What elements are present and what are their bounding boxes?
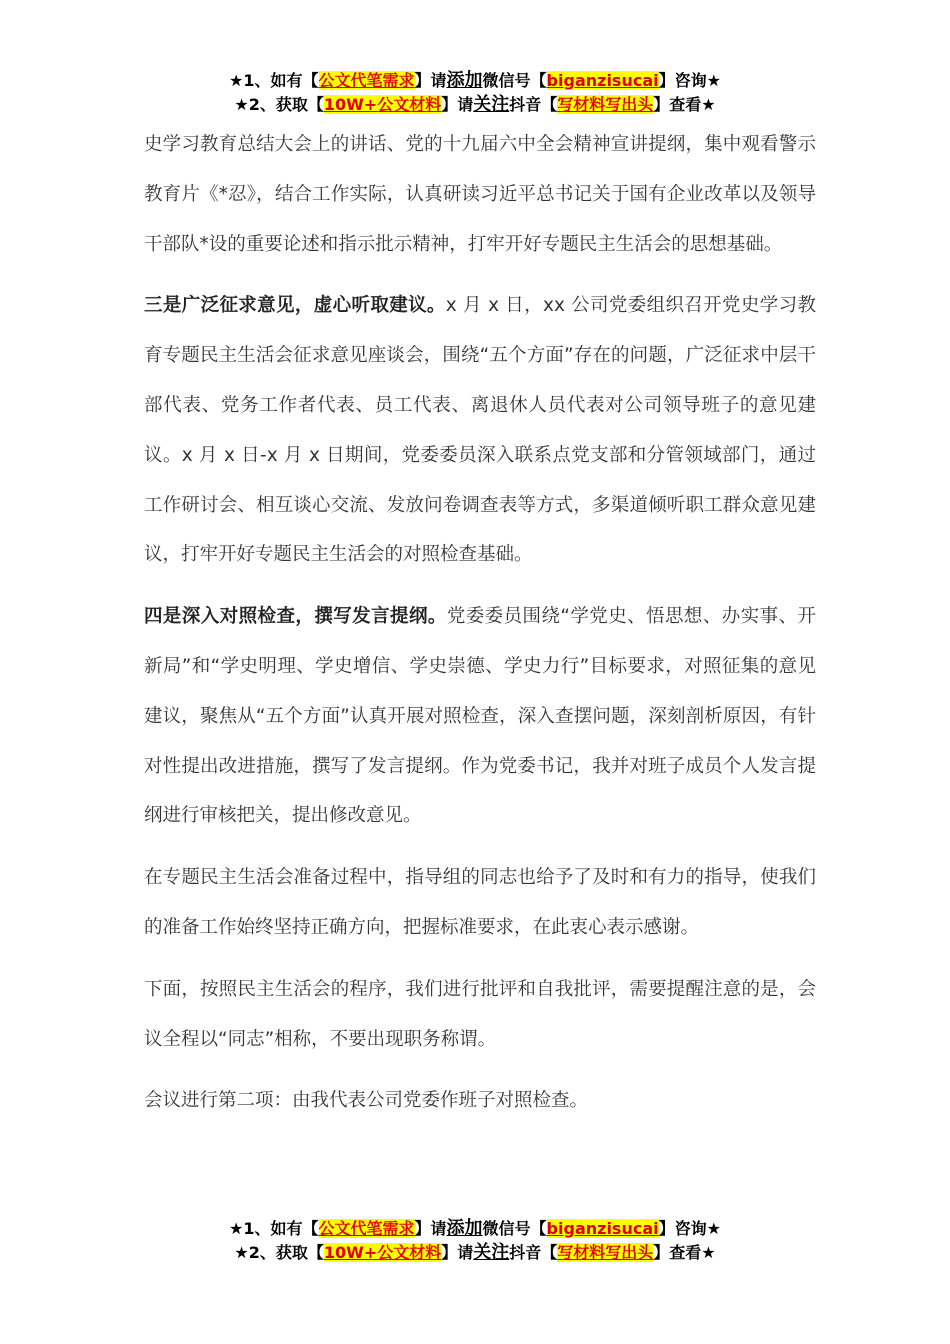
- banner-text: 】咨询★: [658, 1219, 721, 1238]
- paragraph: [144, 1076, 816, 1126]
- banner-text: ★1、如有【: [229, 71, 319, 90]
- paragraph: [144, 853, 816, 953]
- emphasis-text: 关注: [473, 94, 510, 115]
- highlight-text: 公文代笔需求: [318, 1219, 415, 1238]
- banner-text: 微信号【: [482, 71, 547, 90]
- paragraph-lead: 四是深入对照检查，撰写发言提纲。: [144, 606, 447, 628]
- banner-text: 】请: [414, 71, 447, 90]
- banner-text: 】请: [441, 95, 474, 114]
- banner-text: 】咨询★: [658, 71, 721, 90]
- banner-text: 抖音【: [509, 95, 558, 114]
- banner-line-1: [0, 1217, 950, 1241]
- banner-text: 】请: [414, 1219, 447, 1238]
- document-body: [144, 120, 816, 1138]
- paragraph-lead: 三是广泛征求意见，虚心听取建议。: [144, 295, 446, 317]
- paragraph-text: 下面，按照民主生活会的程序，我们进行批评和自我批评，需要提醒注意的是，会议全程以“同志”相称，不要出现职务称谓。: [144, 978, 816, 1050]
- wechat-id: biganzisucai: [546, 71, 659, 90]
- banner-text: 】查看★: [653, 1243, 716, 1262]
- banner-text: 】查看★: [653, 95, 716, 114]
- paragraph: [144, 281, 816, 580]
- emphasis-text: 关注: [473, 1242, 510, 1263]
- highlight-text: 公文代笔需求: [318, 71, 415, 90]
- banner-line-1: [0, 69, 950, 93]
- paragraph-text: 在专题民主生活会准备过程中，指导组的同志也给予了及时和有力的指导，使我们的准备工作始终坚持正确方向，把握标准要求，在此衷心表示感谢。: [144, 867, 816, 938]
- paragraph-text: x 月 x 日，xx 公司党委组织召开党史学习教育专题民主生活会征求意见座谈会，围绕“五个方面”存在的问题，广泛征求中层干部代表、党务工作者代表、员工代表、离退休人员代表对公司领导班子的意见建议。x 月 x 日-x 月 x 日期间，党委委员深入联系点党支部和分管领域部门，通过工作研讨会、相互谈心交流、发放问卷调查表等方式，多渠道倾听职工群众意见建议，打牢开好专题民主生活会的对照检查基础。: [144, 295, 816, 566]
- emphasis-text: 添加: [446, 1218, 483, 1239]
- paragraph: [144, 965, 816, 1065]
- banner-line-2: [0, 1241, 950, 1265]
- paragraph-text: 史学习教育总结大会上的讲话、党的十九届六中全会精神宣讲提纲，集中观看警示教育片《*忍》，结合工作实际，认真研读习近平总书记关于国有企业改革以及领导干部队*设的重要论述和指示批示精神，打牢开好专题民主生活会的思想基础。: [144, 134, 816, 255]
- paragraph-text: 党委委员围绕“学党史、悟思想、办实事、开新局”和“学史明理、学史增信、学史崇德、学史力行”目标要求，对照征集的意见建议，聚焦从“五个方面”认真开展对照检查，深入查摆问题，深刻剖析原因，有针对性提出改进措施，撰写了发言提纲。作为党委书记，我并对班子成员个人发言提纲进行审核把关，提出修改意见。: [144, 606, 816, 827]
- wechat-id: biganzisucai: [546, 1219, 659, 1238]
- banner-line-2: [0, 93, 950, 117]
- banner-text: ★2、获取【: [234, 95, 324, 114]
- banner-text: ★1、如有【: [229, 1219, 319, 1238]
- promo-banner-bottom: [0, 1217, 950, 1265]
- banner-text: 】请: [441, 1243, 474, 1262]
- paragraph: [144, 592, 816, 841]
- emphasis-text: 添加: [446, 70, 483, 91]
- banner-text: ★2、获取【: [234, 1243, 324, 1262]
- highlight-text: 10W+公文材料: [323, 95, 442, 114]
- douyin-id: 写材料写出头: [557, 1243, 654, 1262]
- banner-text: 微信号【: [482, 1219, 547, 1238]
- banner-text: 抖音【: [509, 1243, 558, 1262]
- douyin-id: 写材料写出头: [557, 95, 654, 114]
- paragraph: [144, 120, 816, 269]
- paragraph-text: 会议进行第二项：由我代表公司党委作班子对照检查。: [144, 1090, 589, 1112]
- promo-banner-top: [0, 69, 950, 117]
- highlight-text: 10W+公文材料: [323, 1243, 442, 1262]
